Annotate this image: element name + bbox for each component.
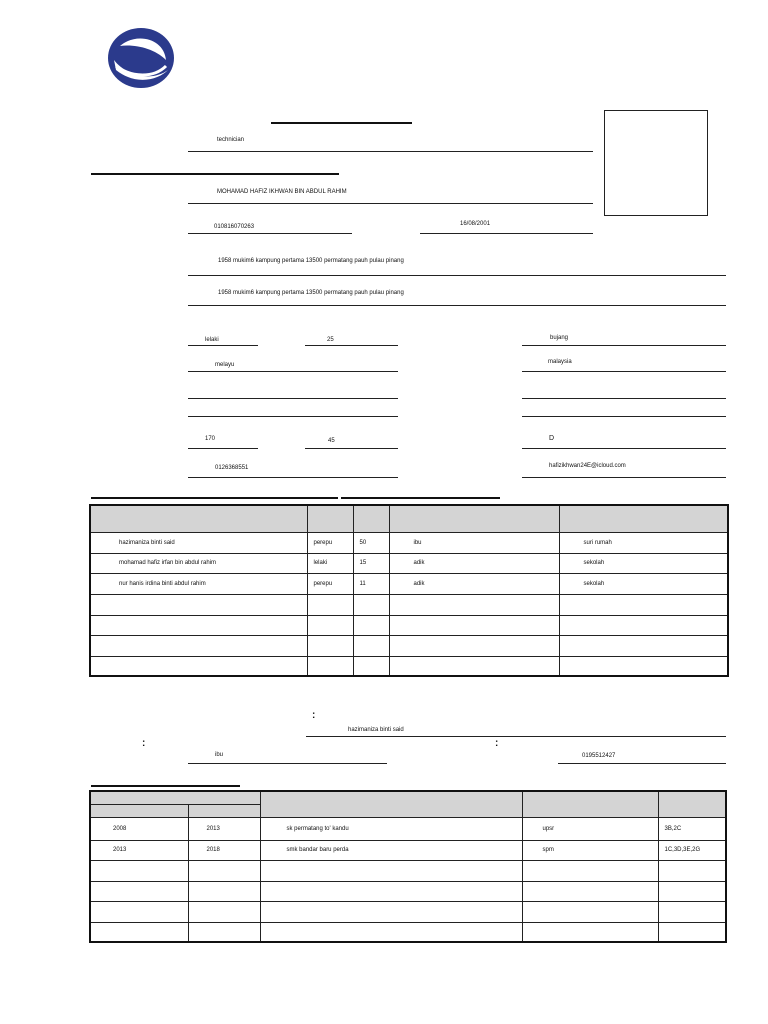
- family-occupation-cell: [559, 615, 728, 635]
- edu-to-cell: 2013: [188, 817, 260, 840]
- header-cell: [188, 804, 260, 817]
- edu-result-cell: 3B,2C: [658, 817, 726, 840]
- edu-from-cell: [90, 881, 188, 901]
- table-row: [90, 635, 728, 656]
- family-gender-cell: perepu: [307, 532, 353, 553]
- edu-from-cell: 2013: [90, 840, 188, 860]
- family-age-cell: [353, 615, 389, 635]
- nationality-value: malaysia: [548, 359, 572, 365]
- nationality-field-line: [522, 371, 726, 372]
- education-table: [89, 790, 727, 943]
- header-cell: [522, 791, 658, 817]
- age-value: 25: [327, 337, 334, 343]
- header-cell: [658, 791, 726, 817]
- name-field-line: [188, 203, 593, 204]
- family-occupation-cell: sekolah: [559, 573, 728, 594]
- birth-date-field-line: [420, 233, 593, 234]
- edu-result-cell: [658, 860, 726, 881]
- edu-to-cell: [188, 860, 260, 881]
- edu-result-cell: 1C,3D,3E,2G: [658, 840, 726, 860]
- age-field-line: [305, 345, 398, 346]
- edu-school-cell: [260, 881, 522, 901]
- ic-number-value: 010816070263: [214, 224, 255, 230]
- marital-field-line: [522, 345, 726, 346]
- table-row: [90, 922, 726, 942]
- header-cell: [90, 791, 260, 804]
- emergency-phone-field-line: [558, 763, 726, 764]
- email-field-line: [522, 477, 726, 478]
- position-value: technician: [217, 137, 245, 143]
- family-gender-cell: [307, 656, 353, 676]
- table-row: [90, 901, 726, 922]
- company-logo: [106, 26, 176, 90]
- edu-to-cell: [188, 881, 260, 901]
- edu-from-cell: 2008: [90, 817, 188, 840]
- table-row: [90, 615, 728, 635]
- family-age-cell: [353, 635, 389, 656]
- edu-from-cell: [90, 901, 188, 922]
- phone-value: 0126368551: [215, 465, 249, 471]
- weight-value: 45: [328, 438, 335, 444]
- family-table-header: [90, 505, 728, 532]
- header-cell: [307, 505, 353, 532]
- position-field-line: [188, 151, 593, 152]
- ic-field-line: [188, 233, 352, 234]
- license-value: D: [549, 435, 555, 442]
- edu-to-cell: 2018: [188, 840, 260, 860]
- personal-section-underline: [91, 173, 339, 175]
- table-row: [90, 532, 728, 553]
- family-relation-cell: ibu: [389, 532, 559, 553]
- table-row: [90, 553, 728, 573]
- email-value: hafizikhwan24E@icloud.com: [549, 463, 626, 469]
- family-age-cell: 11: [353, 573, 389, 594]
- edu-school-cell: [260, 860, 522, 881]
- family-occupation-cell: [559, 656, 728, 676]
- family-gender-cell: perepu: [307, 573, 353, 594]
- race-value: melayu: [215, 362, 235, 368]
- emergency-relation-colon: :: [142, 738, 146, 749]
- header-cell: [90, 804, 188, 817]
- edu-exam-cell: [522, 860, 658, 881]
- table-row: [90, 817, 726, 840]
- emergency-relation-value: ibu: [215, 752, 224, 758]
- family-age-cell: [353, 594, 389, 615]
- emergency-phone-value: 0195512427: [582, 753, 616, 759]
- family-relation-cell: [389, 615, 559, 635]
- edu-school-cell: smk bandar baru perda: [260, 840, 522, 860]
- edu-exam-cell: [522, 901, 658, 922]
- address-1-value: 1958 mukim6 kampung pertama 13500 permatang pauh pulau pinang: [218, 258, 404, 264]
- table-row: [90, 840, 726, 860]
- edu-exam-cell: [522, 881, 658, 901]
- family-name-cell: nur hanis irdina binti abdul rahim: [90, 573, 307, 594]
- edu-from-cell: [90, 922, 188, 942]
- race-field-line: [188, 371, 398, 372]
- family-name-cell: mohamad hafiz irfan bin abdul rahim: [90, 553, 307, 573]
- weight-field-line: [305, 448, 398, 449]
- family-occupation-cell: sekolah: [559, 553, 728, 573]
- birth-date-value: 16/08/2001: [460, 221, 491, 227]
- height-value: 170: [205, 436, 216, 442]
- family-name-cell: [90, 635, 307, 656]
- family-relation-cell: [389, 656, 559, 676]
- family-relation-cell: adik: [389, 573, 559, 594]
- family-table: [89, 504, 729, 677]
- header-cell: [389, 505, 559, 532]
- table-row: [90, 881, 726, 901]
- address-2-field-line: [188, 305, 726, 306]
- edu-from-cell: [90, 860, 188, 881]
- edu-result-cell: [658, 922, 726, 942]
- family-gender-cell: lelaki: [307, 553, 353, 573]
- table-row: [90, 860, 726, 881]
- family-age-cell: [353, 656, 389, 676]
- blank-field-line: [522, 416, 726, 417]
- gender-value: lelaki: [205, 337, 219, 343]
- education-section-underline: [91, 785, 240, 787]
- edu-exam-cell: [522, 922, 658, 942]
- family-relation-cell: [389, 635, 559, 656]
- edu-to-cell: [188, 922, 260, 942]
- family-name-cell: hazimaniza binti said: [90, 532, 307, 553]
- header-cell: [90, 505, 307, 532]
- edu-school-cell: [260, 922, 522, 942]
- blank-field-line: [522, 398, 726, 399]
- phone-field-line: [188, 477, 398, 478]
- edu-school-cell: [260, 901, 522, 922]
- family-name-cell: [90, 615, 307, 635]
- height-field-line: [188, 448, 258, 449]
- blank-field-line: [188, 416, 398, 417]
- family-occupation-cell: [559, 594, 728, 615]
- form-title-underline: [271, 122, 412, 124]
- marital-status-value: bujang: [550, 335, 569, 341]
- edu-exam-cell: spm: [522, 840, 658, 860]
- emergency-relation-field-line: [188, 763, 387, 764]
- license-field-line: [522, 448, 726, 449]
- edu-result-cell: [658, 881, 726, 901]
- blank-field-line: [188, 398, 398, 399]
- edu-school-cell: sk permatang to' kandu: [260, 817, 522, 840]
- table-row: [90, 594, 728, 615]
- family-relation-cell: [389, 594, 559, 615]
- family-gender-cell: [307, 615, 353, 635]
- gender-field-line: [188, 345, 258, 346]
- edu-to-cell: [188, 901, 260, 922]
- edu-result-cell: [658, 901, 726, 922]
- name-value: MOHAMAD HAFIZ IKHWAN BIN ABDUL RAHIM: [217, 189, 347, 195]
- table-row: [90, 573, 728, 594]
- family-occupation-cell: suri rumah: [559, 532, 728, 553]
- emergency-phone-colon: :: [495, 738, 499, 749]
- photo-box: [604, 110, 708, 216]
- header-cell: [559, 505, 728, 532]
- address-2-value: 1958 mukim6 kampung pertama 13500 permatang pauh pulau pinang: [218, 290, 404, 296]
- header-cell: [353, 505, 389, 532]
- edu-exam-cell: upsr: [522, 817, 658, 840]
- family-occupation-cell: [559, 635, 728, 656]
- family-age-cell: 15: [353, 553, 389, 573]
- family-age-cell: 50: [353, 532, 389, 553]
- emergency-name-colon: :: [312, 710, 316, 721]
- header-cell: [260, 791, 522, 817]
- family-gender-cell: [307, 594, 353, 615]
- family-section-underline: [341, 497, 500, 499]
- emergency-name-value: hazimaniza binti said: [348, 727, 404, 733]
- family-gender-cell: [307, 635, 353, 656]
- family-relation-cell: adik: [389, 553, 559, 573]
- address-1-field-line: [188, 275, 726, 276]
- family-name-cell: [90, 656, 307, 676]
- family-name-cell: [90, 594, 307, 615]
- emergency-name-field-line: [306, 736, 726, 737]
- education-table-header: [90, 791, 726, 804]
- family-section-underline: [91, 497, 338, 499]
- table-row: [90, 656, 728, 676]
